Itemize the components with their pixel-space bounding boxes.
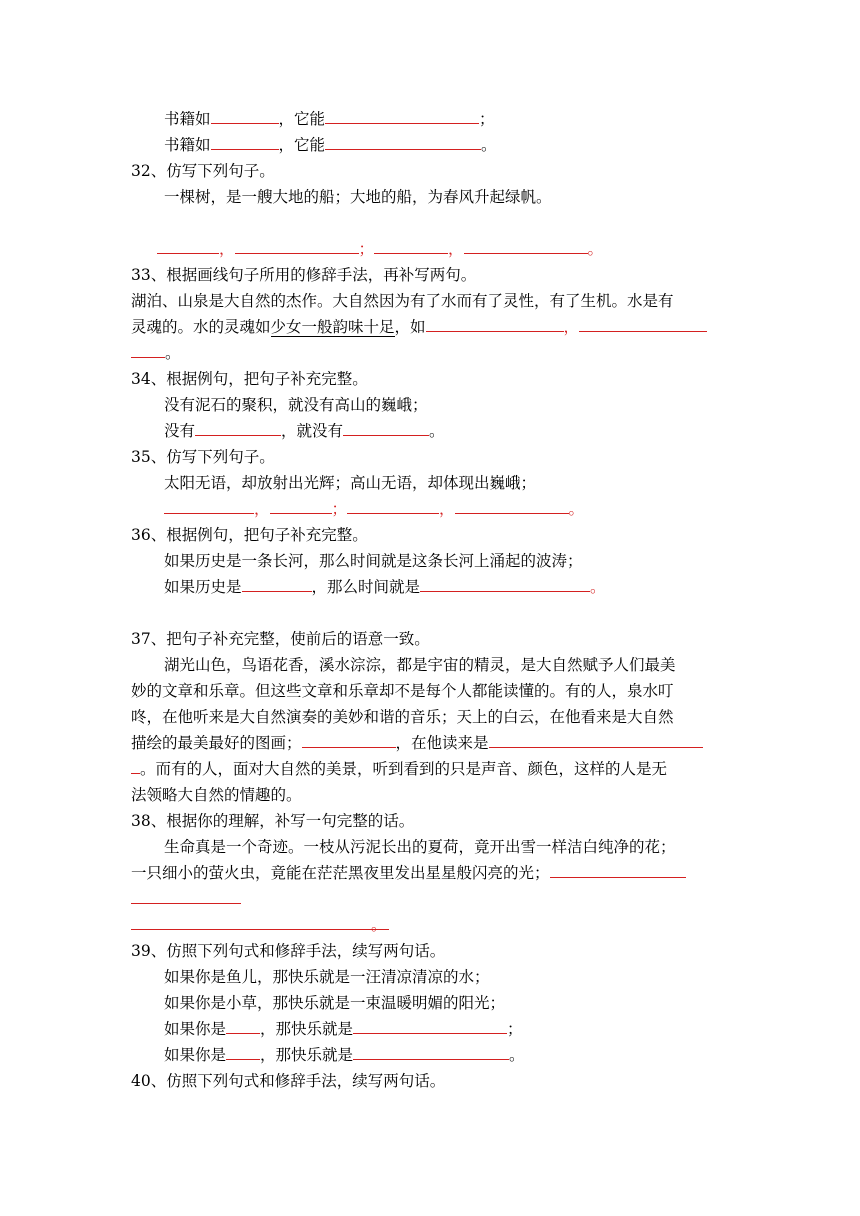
text: 。 bbox=[371, 912, 389, 930]
text: 如果你是 bbox=[164, 1020, 227, 1038]
text: ，就没有 bbox=[281, 422, 344, 440]
text: ； bbox=[358, 240, 375, 258]
text: 。 bbox=[587, 240, 604, 258]
q34-answer-line bbox=[164, 418, 730, 444]
q37-line-3: 咚，在他听来是大自然演奏的美妙和谐的音乐；天上的白云，在他看来是大自然 bbox=[131, 708, 674, 726]
q34-example: 没有泥石的聚积，就没有高山的巍峨； bbox=[164, 396, 428, 414]
answer-blank[interactable] bbox=[550, 860, 686, 878]
text: 如果你是 bbox=[164, 1046, 227, 1064]
underlined-sentence: 少女一般韵味十足 bbox=[270, 318, 395, 336]
answer-blank[interactable] bbox=[374, 236, 448, 254]
answer-blank[interactable] bbox=[195, 418, 281, 436]
q38-line-3 bbox=[131, 886, 730, 912]
q38-line-4 bbox=[131, 912, 730, 938]
q39-answer-line-2 bbox=[164, 1042, 730, 1068]
answer-blank[interactable] bbox=[157, 236, 219, 254]
text: 。 bbox=[481, 136, 497, 154]
text: ， bbox=[219, 240, 235, 258]
q37-line-4 bbox=[131, 730, 730, 756]
q33-line-2 bbox=[131, 314, 730, 340]
text: 。而有的人，面对大自然的美景，听到看到的只是声音、颜色，这样的人是无 bbox=[140, 760, 668, 778]
answer-blank[interactable] bbox=[235, 236, 359, 254]
answer-blank[interactable] bbox=[489, 730, 703, 748]
q36-title: 36、根据例句，把句子补充完整。 bbox=[131, 526, 368, 544]
q39-answer-line-1 bbox=[164, 1016, 730, 1042]
text: 。 bbox=[568, 500, 585, 518]
text: ， bbox=[439, 500, 455, 518]
text: ，在他读来是 bbox=[395, 734, 489, 752]
answer-blank[interactable] bbox=[226, 1042, 260, 1060]
text: ，它能 bbox=[278, 136, 326, 154]
q33-title: 33、根据画线句子所用的修辞手法，再补写两句。 bbox=[131, 266, 477, 284]
text: ， bbox=[254, 500, 270, 518]
text: ， bbox=[448, 240, 464, 258]
q36-answer-line bbox=[164, 574, 730, 600]
answer-blank[interactable] bbox=[164, 496, 254, 514]
text: ，它能 bbox=[278, 110, 326, 128]
text: 书籍如 bbox=[164, 110, 211, 128]
q38-line-1: 生命真是一个奇迹。一枝从污泥长出的夏荷，竟开出雪一样洁白纯净的花； bbox=[164, 838, 676, 856]
text: ； bbox=[331, 500, 348, 518]
answer-blank[interactable] bbox=[426, 314, 564, 332]
answer-blank[interactable] bbox=[211, 132, 279, 150]
q37-line-1: 湖光山色，鸟语花香，溪水淙淙，都是宇宙的精灵，是大自然赋予人们最美 bbox=[164, 656, 676, 674]
text: 如果历史是 bbox=[164, 578, 242, 596]
q40-title: 40、仿照下列句式和修辞手法，续写两句话。 bbox=[131, 1072, 446, 1090]
q35-answer-line bbox=[164, 496, 730, 522]
answer-blank[interactable] bbox=[302, 730, 396, 748]
answer-blank[interactable] bbox=[131, 756, 140, 774]
text: 一只细小的萤火虫，竟能在茫茫黑夜里发出星星般闪亮的光； bbox=[131, 864, 550, 882]
q33-line-3 bbox=[131, 340, 730, 366]
text: 。 bbox=[165, 344, 181, 362]
text: ， bbox=[563, 318, 580, 336]
answer-blank[interactable] bbox=[353, 1042, 509, 1060]
q35-example: 太阳无语，却放射出光辉；高山无语，却体现出巍峨； bbox=[164, 474, 537, 492]
q38-title: 38、根据你的理解，补写一句完整的话。 bbox=[131, 812, 415, 830]
text: ，那快乐就是 bbox=[260, 1046, 354, 1064]
answer-blank[interactable] bbox=[226, 1016, 260, 1034]
q38-line-2 bbox=[131, 860, 730, 886]
text: 。 bbox=[590, 578, 606, 596]
text: ； bbox=[507, 1020, 523, 1038]
q37-title: 37、把句子补充完整，使前后的语意一致。 bbox=[131, 630, 430, 648]
q31-line-2 bbox=[164, 132, 730, 158]
answer-blank[interactable] bbox=[131, 340, 165, 358]
q39-example-1: 如果你是鱼儿，那快乐就是一汪清凉清凉的水； bbox=[164, 968, 490, 986]
text: ，那么时间就是 bbox=[311, 578, 421, 596]
answer-blank[interactable] bbox=[242, 574, 312, 592]
q37-line-5 bbox=[131, 756, 730, 782]
q32-example: 一棵树，是一艘大地的船；大地的船，为春风升起绿帆。 bbox=[164, 188, 552, 206]
text: 。 bbox=[509, 1046, 525, 1064]
q37-line-2: 妙的文章和乐章。但这些文章和乐章却不是每个人都能读懂的。有的人，泉水叮 bbox=[131, 682, 674, 700]
answer-blank[interactable] bbox=[343, 418, 429, 436]
q36-example: 如果历史是一条长河，那么时间就是这条长河上涌起的波涛； bbox=[164, 552, 583, 570]
answer-blank[interactable] bbox=[464, 236, 588, 254]
text: ； bbox=[479, 110, 495, 128]
text: ，那快乐就是 bbox=[260, 1020, 354, 1038]
answer-blank[interactable] bbox=[347, 496, 439, 514]
q33-line-1: 湖泊、山泉是大自然的杰作。大自然因为有了水而有了灵性，有了生机。水是有 bbox=[131, 292, 674, 310]
answer-blank[interactable] bbox=[455, 496, 569, 514]
answer-blank[interactable] bbox=[325, 106, 479, 124]
answer-blank[interactable] bbox=[131, 886, 241, 904]
q32-answer-line bbox=[157, 236, 730, 262]
answer-blank[interactable] bbox=[211, 106, 279, 124]
q32-title: 32、仿写下列句子。 bbox=[131, 162, 275, 180]
answer-blank[interactable] bbox=[131, 912, 371, 930]
answer-blank[interactable] bbox=[420, 574, 590, 592]
q39-title: 39、仿照下列句式和修辞手法，续写两句话。 bbox=[131, 942, 446, 960]
q39-example-2: 如果你是小草，那快乐就是一束温暖明媚的阳光； bbox=[164, 994, 506, 1012]
q37-line-6: 法领略大自然的情趣的。 bbox=[131, 786, 302, 804]
text: 书籍如 bbox=[164, 136, 211, 154]
text: 没有 bbox=[164, 422, 196, 440]
answer-blank[interactable] bbox=[270, 496, 332, 514]
text: 。 bbox=[429, 422, 445, 440]
q35-title: 35、仿写下列句子。 bbox=[131, 448, 275, 466]
answer-blank[interactable] bbox=[579, 314, 707, 332]
q34-title: 34、根据例句，把句子补充完整。 bbox=[131, 370, 368, 388]
text: 灵魂的。水的灵魂如 bbox=[131, 318, 271, 336]
answer-blank[interactable] bbox=[353, 1016, 507, 1034]
text: 描绘的最美最好的图画； bbox=[131, 734, 302, 752]
q31-line-1 bbox=[164, 106, 730, 132]
text: ，如 bbox=[394, 318, 426, 336]
answer-blank[interactable] bbox=[325, 132, 481, 150]
